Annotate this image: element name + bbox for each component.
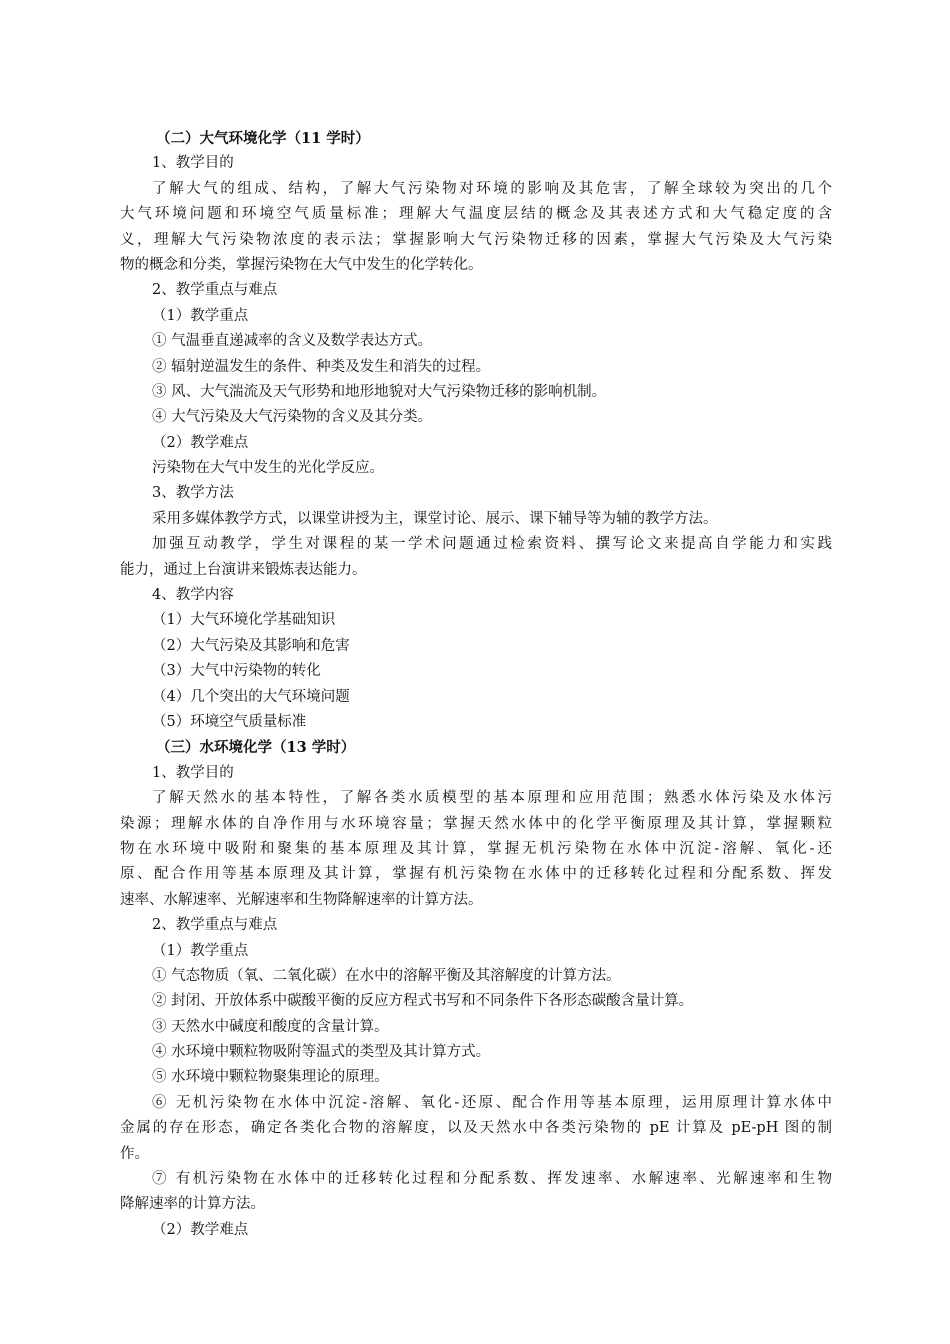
list-item: ④ 水环境中颗粒物吸附等温式的类型及其计算方式。 xyxy=(152,1044,491,1061)
key-heading: 2、教学重点与难点 xyxy=(152,917,278,934)
list-item: ① 气温垂直递减率的含义及数学表达方式。 xyxy=(152,333,433,350)
document-body xyxy=(120,126,832,1243)
paragraph-line: 金属的存在形态，确定各类化合物的溶解度，以及天然水中各类污染物的 pE 计算及 pE-pH 图的制 xyxy=(120,1120,832,1137)
list-item: ④ 大气污染及大气污染物的含义及其分类。 xyxy=(152,409,433,426)
paragraph-line: 染源；理解水体的自净作用与水环境容量；掌握天然水体中的化学平衡原理及其计算，掌握颗粒 xyxy=(120,815,832,832)
paragraph-line: ⑥ 无机污染物在水体中沉淀-溶解、氧化-还原、配合作用等基本原理，运用原理计算水体中 xyxy=(152,1094,832,1111)
content-heading: 4、教学内容 xyxy=(152,587,234,604)
paragraph-line: 降解速率的计算方法。 xyxy=(120,1196,265,1213)
content-item: （3）大气中污染物的转化 xyxy=(152,663,321,680)
objective-heading: 1、教学目的 xyxy=(152,155,234,172)
list-item: ② 辐射逆温发生的条件、种类及发生和消失的过程。 xyxy=(152,358,491,375)
paragraph-line: 义，理解大气污染物浓度的表示法；掌握影响大气污染物迁移的因素，掌握大气污染及大气污染 xyxy=(120,231,832,248)
difficulty-text: 污染物在大气中发生的光化学反应。 xyxy=(152,460,384,477)
paragraph-line: 物在水环境中吸附和聚集的基本原理及其计算，掌握无机污染物在水体中沉淀-溶解、氧化-还 xyxy=(120,840,832,857)
list-item: ② 封闭、开放体系中碳酸平衡的反应方程式书写和不同条件下各形态碳酸含量计算。 xyxy=(152,993,694,1010)
paragraph-line: 物的概念和分类，掌握污染物在大气中发生的化学转化。 xyxy=(120,256,483,273)
list-item: ⑤ 水环境中颗粒物聚集理论的原理。 xyxy=(152,1069,389,1086)
content-item: （2）大气污染及其影响和危害 xyxy=(152,637,350,654)
list-item: ③ 天然水中碱度和酸度的含量计算。 xyxy=(152,1018,389,1035)
key-heading: 2、教学重点与难点 xyxy=(152,282,278,299)
paragraph-line: 了解天然水的基本特性，了解各类水质模型的基本原理和应用范围；熟悉水体污染及水体污 xyxy=(152,790,832,807)
difficulty-heading: （2）教学难点 xyxy=(152,1221,249,1238)
paragraph-line: 大气环境问题和环境空气质量标准；理解大气温度层结的概念及其表述方式和大气稳定度的含 xyxy=(120,206,832,223)
content-item: （4）几个突出的大气环境问题 xyxy=(152,688,350,705)
content-item: （1）大气环境化学基础知识 xyxy=(152,612,336,629)
content-item: （5）环境空气质量标准 xyxy=(152,713,307,730)
key-points-heading: （1）教学重点 xyxy=(152,307,249,324)
paragraph-line: 原、配合作用等基本原理及其计算，掌握有机污染物在水体中的迁移转化过程和分配系数、挥发 xyxy=(120,866,832,883)
method-heading: 3、教学方法 xyxy=(152,485,234,502)
difficulty-heading: （2）教学难点 xyxy=(152,434,249,451)
list-item: ③ 风、大气湍流及天气形势和地形地貌对大气污染物迁移的影响机制。 xyxy=(152,383,607,400)
paragraph-line: 了解大气的组成、结构，了解大气污染物对环境的影响及其危害，了解全球较为突出的几个 xyxy=(152,180,832,197)
paragraph-line: ⑦ 有机污染物在水体中的迁移转化过程和分配系数、挥发速率、水解速率、光解速率和生物 xyxy=(152,1171,832,1188)
paragraph-line: 作。 xyxy=(120,1145,149,1162)
paragraph-line: 能力，通过上台演讲来锻炼表达能力。 xyxy=(120,561,367,578)
objective-heading: 1、教学目的 xyxy=(152,764,234,781)
method-text: 采用多媒体教学方式，以课堂讲授为主，课堂讨论、展示、课下辅导等为辅的教学方法。 xyxy=(152,510,718,527)
paragraph-line: 速率、水解速率、光解速率和生物降解速率的计算方法。 xyxy=(120,891,483,908)
key-points-heading: （1）教学重点 xyxy=(152,942,249,959)
section-title-air: （二）大气环境化学（11 学时） xyxy=(156,130,370,147)
list-item: ① 气态物质（氧、二氧化碳）在水中的溶解平衡及其溶解度的计算方法。 xyxy=(152,967,621,984)
paragraph-line: 加强互动教学，学生对课程的某一学术问题通过检索资料、撰写论文来提高自学能力和实践 xyxy=(152,536,832,553)
section-title-water: （三）水环境化学（13 学时） xyxy=(156,739,356,757)
